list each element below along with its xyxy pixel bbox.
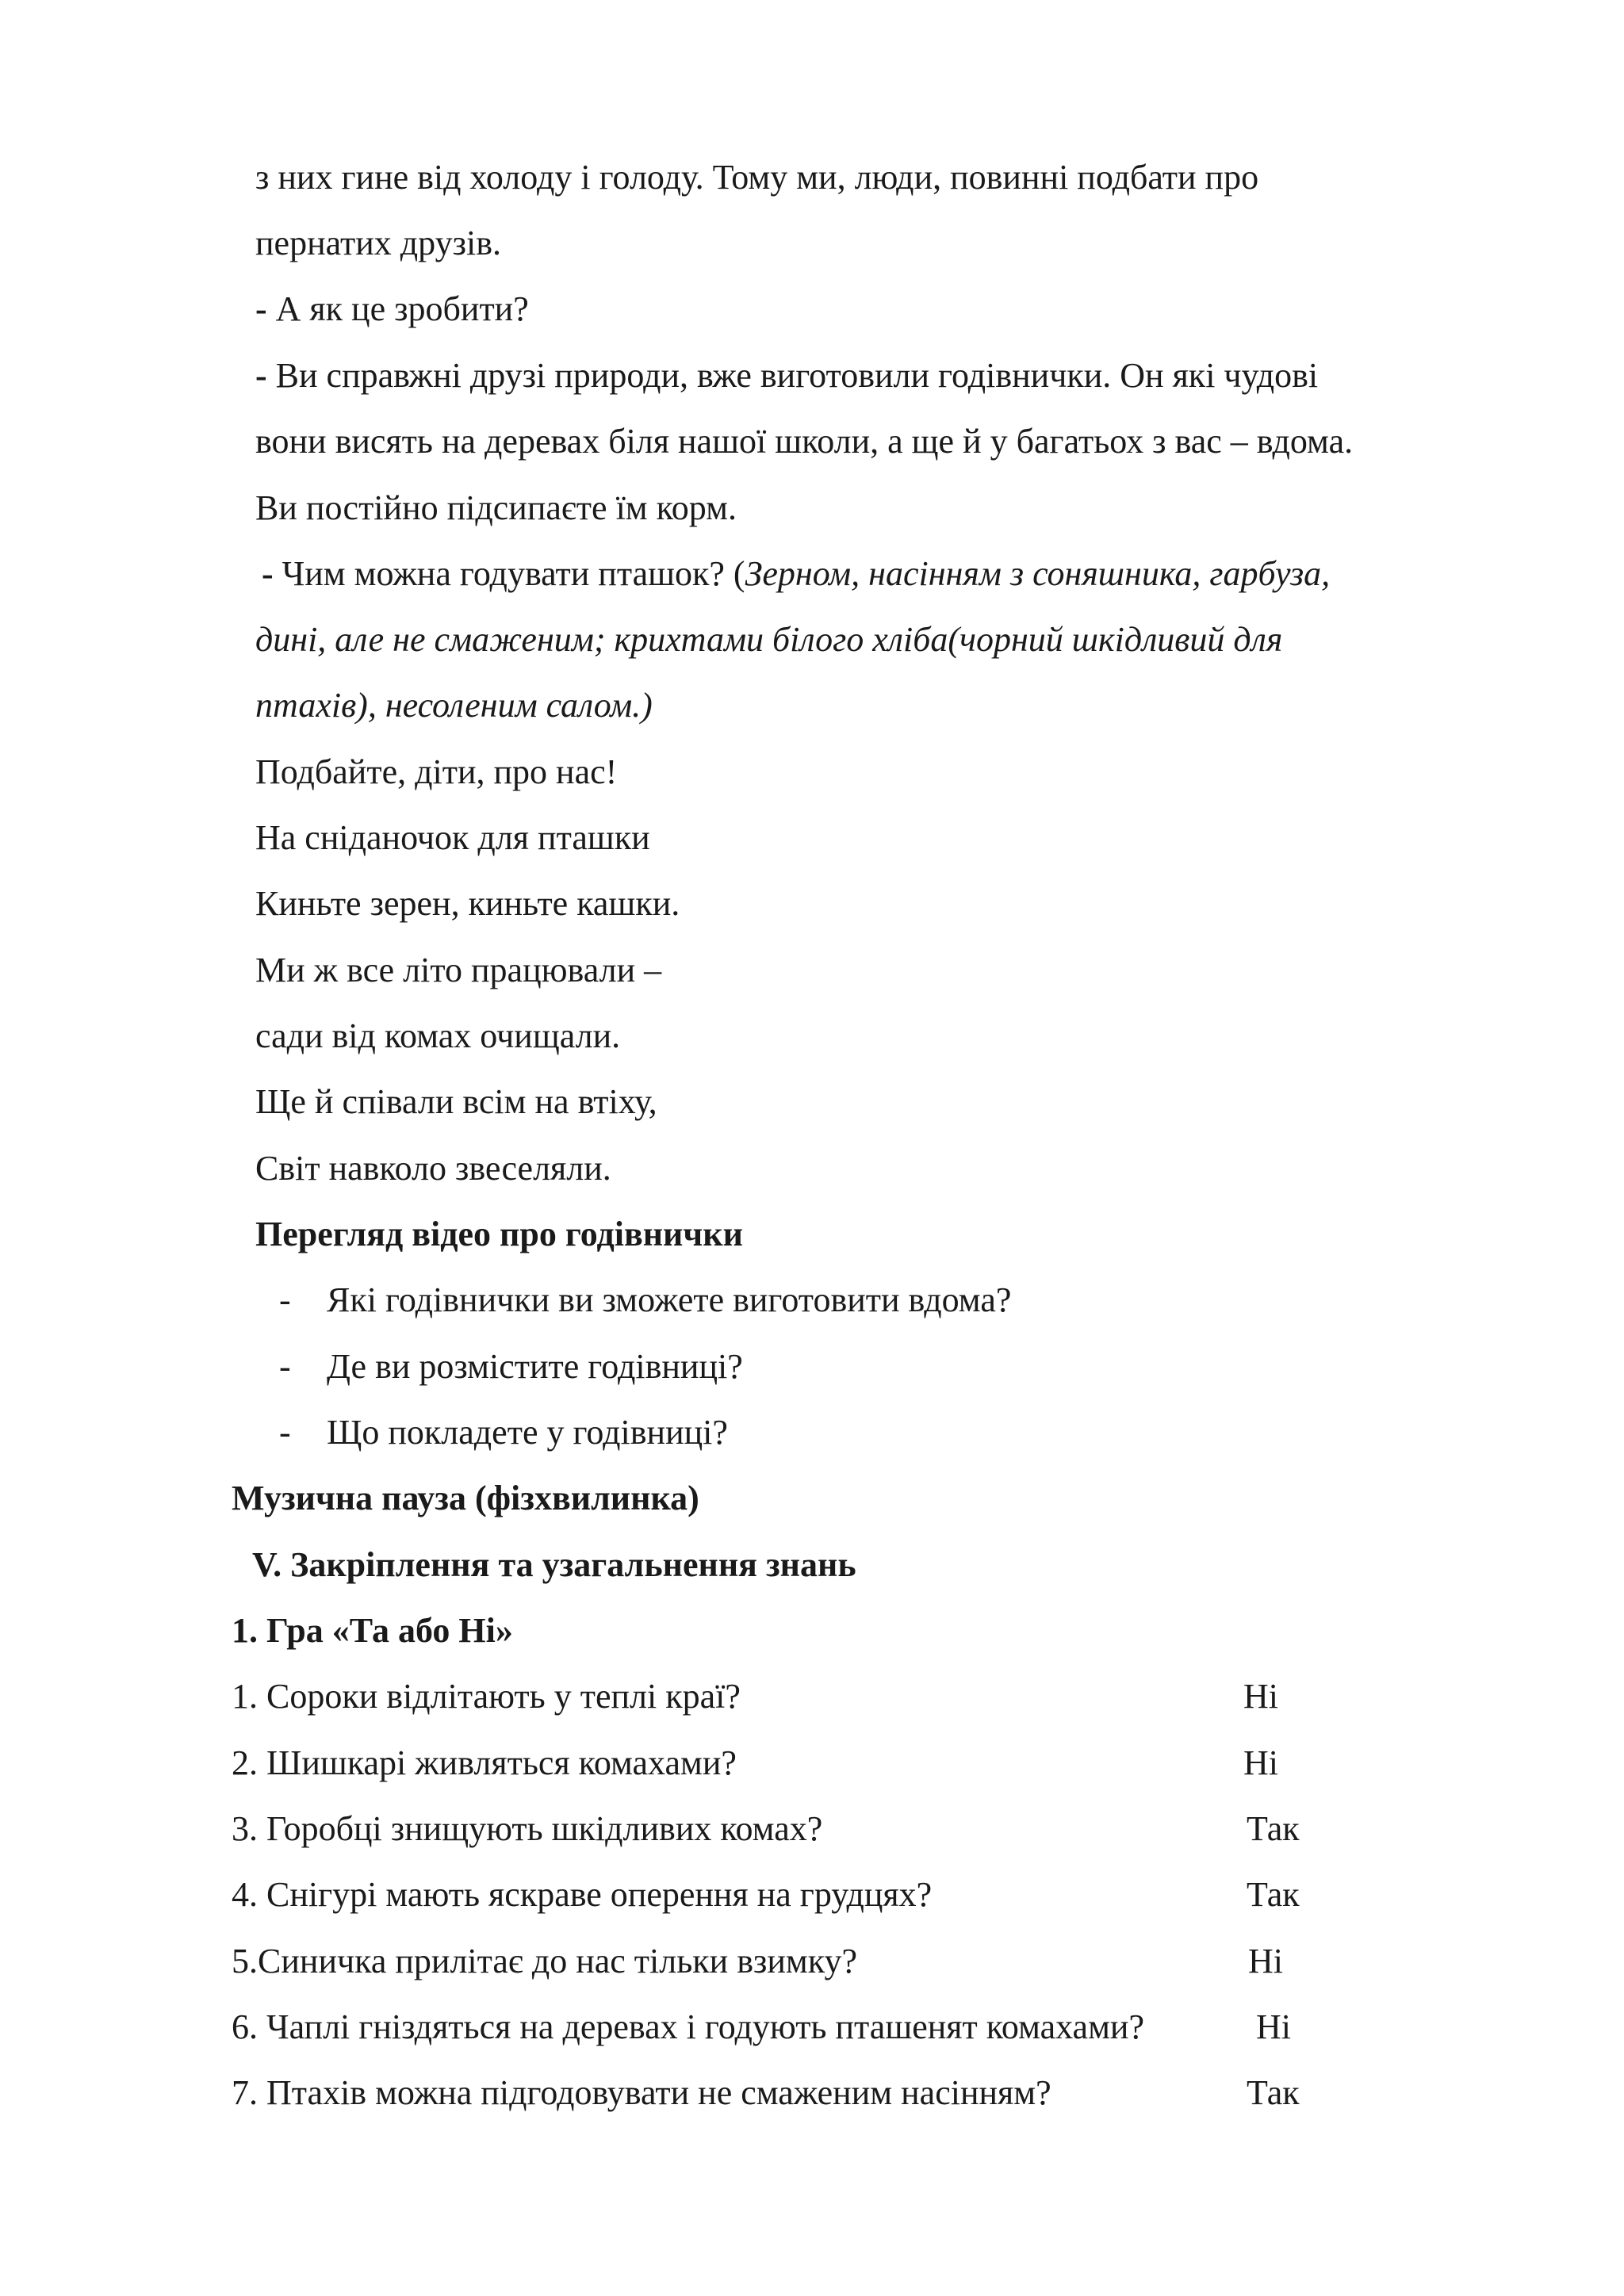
quiz-question: 5.Синичка прилітає до нас тільки взимку? [232,1942,858,1980]
list-dash: - [279,1413,291,1452]
game-title: 1. Гра «Та або Ні» [232,1611,513,1650]
quiz-answer: Ні [1243,1743,1278,1782]
poem-line: Подбайте, діти, про нас! [255,752,618,791]
dash-marker: - [255,356,267,395]
section-heading: Перегляд відео про годівнички [255,1215,743,1253]
list-dash: - [279,1280,291,1319]
poem-line: сади від комах очищали. [255,1016,621,1055]
quiz-question: 1. Сороки відлітають у теплі краї? [232,1677,741,1716]
dialogue-text: Ви справжні друзі природи, вже виготовили годівнички. Он які чудові [266,356,1319,395]
poem-line: Ще й співали всім на втіху, [255,1082,657,1121]
list-item-text: Які годівнички ви зможете виготовити вдома? [327,1280,1012,1319]
poem-line: На сніданочок для пташки [255,818,650,857]
paragraph-line: з них гине від холоду і голоду. Тому ми, люди, повинні подбати про [255,158,1259,197]
poem-line: Світ навколо звеселяли. [255,1149,611,1188]
paragraph-line: Ви постійно підсипаєте їм корм. [255,488,737,527]
dialogue-line [255,287,529,331]
paragraph-line: вони висять на деревах біля нашої школи, а ще й у багатьох з вас – вдома. [255,422,1354,461]
dash-marker: - [262,554,274,593]
quiz-question: 7. Птахів можна підгодовувати не смаженим насінням? [232,2073,1051,2112]
list-item-text: Що покладете у годівниці? [327,1413,728,1452]
section-heading: Музична пауза (фізхвилинка) [232,1479,699,1517]
answer-line: птахів), несоленим салом.) [255,686,653,725]
quiz-answer: Ні [1256,2007,1291,2046]
dialogue-text: А як це зробити? [266,289,529,328]
dialogue-line [255,354,1318,398]
poem-line: Киньте зерен, киньте кашки. [255,884,680,923]
dialogue-line [262,552,1330,596]
quiz-answer: Так [1247,2073,1300,2112]
quiz-question: 4. Снігурі мають яскраве оперення на грудцях? [232,1875,933,1914]
quiz-question: 6. Чаплі гніздяться на деревах і годують пташенят комахами? [232,2007,1145,2046]
list-item-text: Де ви розмістите годівниці? [327,1347,743,1386]
dash-marker: - [255,289,267,328]
answer-line: дині, але не смаженим; крихтами білого хліба(чорний шкідливий для [255,620,1283,659]
quiz-answer: Ні [1248,1942,1283,1980]
poem-line: Ми ж все літо працювали – [255,951,662,989]
quiz-answer: Так [1247,1875,1300,1914]
quiz-answer: Ні [1243,1677,1278,1716]
section-heading: V. Закріплення та узагальнення знань [252,1545,856,1584]
paragraph-line: пернатих друзів. [255,224,501,262]
quiz-answer: Так [1247,1809,1300,1848]
answer-text: Зерном, насінням з соняшника, гарбуза, [745,554,1331,593]
list-dash: - [279,1347,291,1386]
quiz-question: 3. Горобці знищують шкідливих комах? [232,1809,823,1848]
quiz-question: 2. Шишкарі живляться комахами? [232,1743,737,1782]
question-text: Чим можна годувати пташок? ( [273,554,745,593]
